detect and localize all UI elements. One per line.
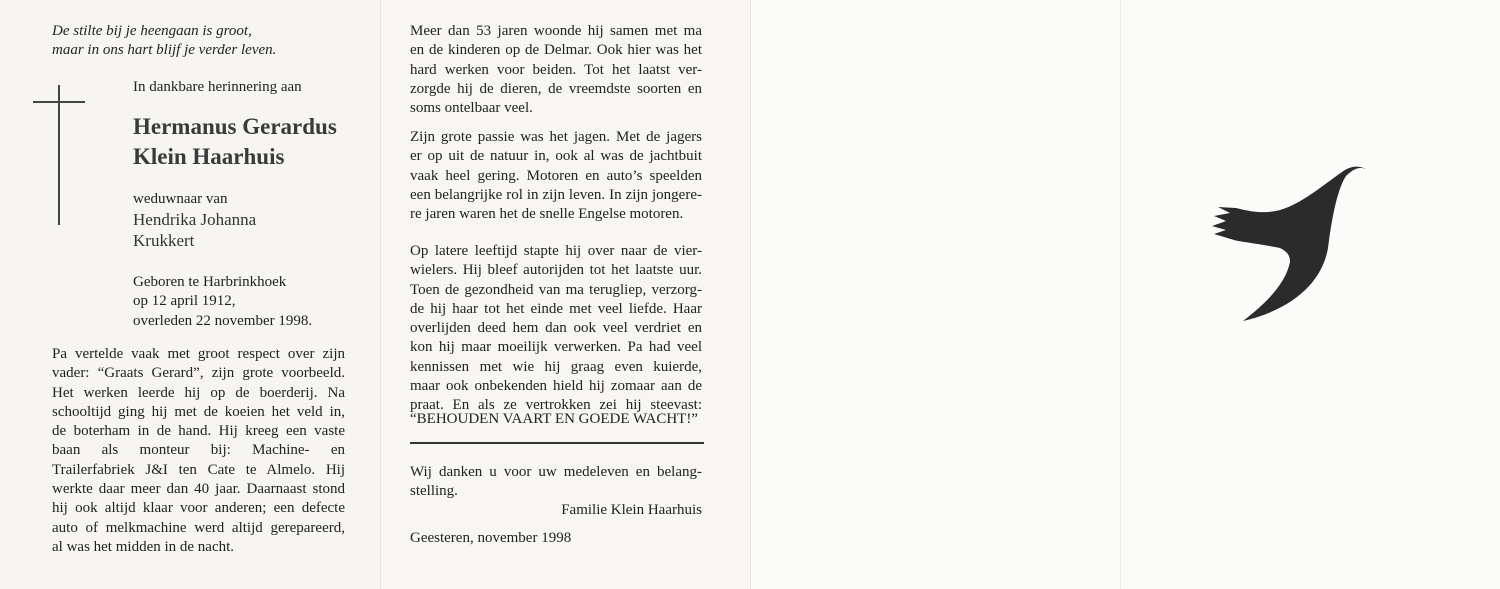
name-line: Hermanus Gerardus: [133, 114, 337, 139]
thanks-line: Wij danken u voor uw medeleven en belang-: [410, 464, 702, 480]
widow-label: weduwnaar van: [133, 191, 228, 207]
bio-line: Het werken leerde hij op de boerderij. Na: [52, 384, 345, 401]
fold-line: [380, 0, 381, 589]
spouse-line: Hendrika Johanna: [133, 210, 257, 229]
bio-line: re jaren waren het de snelle Engelse motoren.: [410, 206, 684, 223]
bio-line: er op uit de natuur in, ook al was de jachtbuit: [410, 148, 702, 165]
bio-line: maar ook onbekenden hield hij zomaar aan de: [410, 378, 702, 395]
fold-line: [750, 0, 751, 589]
bio-line: vaak heel gering. Motoren en auto’s speelden: [410, 167, 702, 184]
bio-line: hard werken voor beiden. Tot het laatst ver-: [410, 61, 702, 78]
bio-line: kennissen met wie hij graag even kuierde,: [410, 358, 702, 375]
bio-line: soms ontelbaar veel.: [410, 100, 533, 117]
fold-line: [1120, 0, 1121, 589]
bio-line: Trailerfabriek J&I ten Cate te Almelo. Hij: [52, 461, 345, 478]
biography-middle-2: [410, 128, 702, 224]
biography-middle-1: [410, 22, 702, 118]
deceased-name: [133, 112, 337, 172]
dates-line: op 12 april 1912,: [133, 293, 236, 310]
place-date: Geesteren, november 1998: [410, 530, 572, 546]
bio-line: Toen de gezondheid van ma terugliep, verzorg-: [410, 281, 702, 298]
bio-line: zorgde hij de dieren, de vreemdste soorten en: [410, 80, 702, 97]
bio-line: al was het midden in de nacht.: [52, 538, 235, 555]
spouse-name: [133, 209, 256, 251]
bio-line: praat. En als ze vertrokken zei hij steevast:: [410, 397, 702, 414]
dates-line: overleden 22 november 1998.: [133, 312, 313, 329]
bio-line: hij ook altijd klaar voor anderen; een defecte: [52, 500, 345, 517]
dates-line: Geboren te Harbrinkhoek: [133, 274, 287, 290]
bio-line: de hij haar tot het einde met veel liefde. Haar: [410, 300, 702, 317]
life-dates: [133, 273, 312, 331]
cross-icon: [58, 85, 60, 225]
motto-line: De stilte bij je heengaan is groot,: [52, 23, 252, 39]
dove-icon: [1206, 160, 1376, 330]
bio-line: vader: “Graats Gerard”, zijn grote voorbeeld.: [52, 365, 345, 382]
bio-line: werkte daar meer dan 40 jaar. Daarnaast stond: [52, 481, 345, 498]
divider: [410, 442, 704, 444]
bio-line: de boterham in de hand. Hij kreeg een vaste: [52, 423, 345, 440]
thanks-line: stelling.: [410, 483, 458, 500]
intro-text: In dankbare herinnering aan: [133, 79, 302, 95]
bio-line: auto of melkmachine werd altijd gerepareerd,: [52, 519, 345, 536]
family-signature: Familie Klein Haarhuis: [561, 502, 702, 518]
motto-line: maar in ons hart blijf je verder leven.: [52, 42, 277, 59]
bio-line: wielers. Hij bleef autorijden tot het laatste uur.: [410, 262, 702, 279]
bio-line: een belangrijke rol in zijn leven. In zijn jongere-: [410, 186, 702, 203]
motto-quote: “BEHOUDEN VAART EN GOEDE WACHT!”: [410, 411, 698, 427]
bio-line: kon hij maar moeilijk verwerken. Pa had veel: [410, 339, 702, 356]
bio-line: schooltijd ging hij met de koeien het veld in,: [52, 403, 345, 420]
spouse-line: Krukkert: [133, 231, 195, 250]
biography-middle-3: [410, 242, 702, 416]
bio-line: Meer dan 53 jaren woonde hij samen met ma: [410, 23, 702, 39]
thanks-text: [410, 463, 702, 502]
bio-line: Zijn grote passie was het jagen. Met de jagers: [410, 129, 702, 145]
biography-left: [52, 345, 345, 557]
bio-line: overlijden deed hem dan ook veel verdriet en: [410, 320, 702, 337]
motto: [52, 22, 276, 61]
bio-line: en de kinderen op de Delmar. Ook hier was het: [410, 42, 702, 59]
bio-line: Pa vertelde vaak met groot respect over zijn: [52, 346, 345, 362]
name-line: Klein Haarhuis: [133, 144, 285, 169]
card-panel-right: [750, 0, 1500, 589]
bio-line: baan als monteur bij: Machine- en: [52, 442, 345, 459]
bio-line: Op latere leeftijd stapte hij over naar de vier-: [410, 243, 702, 259]
cross-icon: [33, 101, 85, 103]
